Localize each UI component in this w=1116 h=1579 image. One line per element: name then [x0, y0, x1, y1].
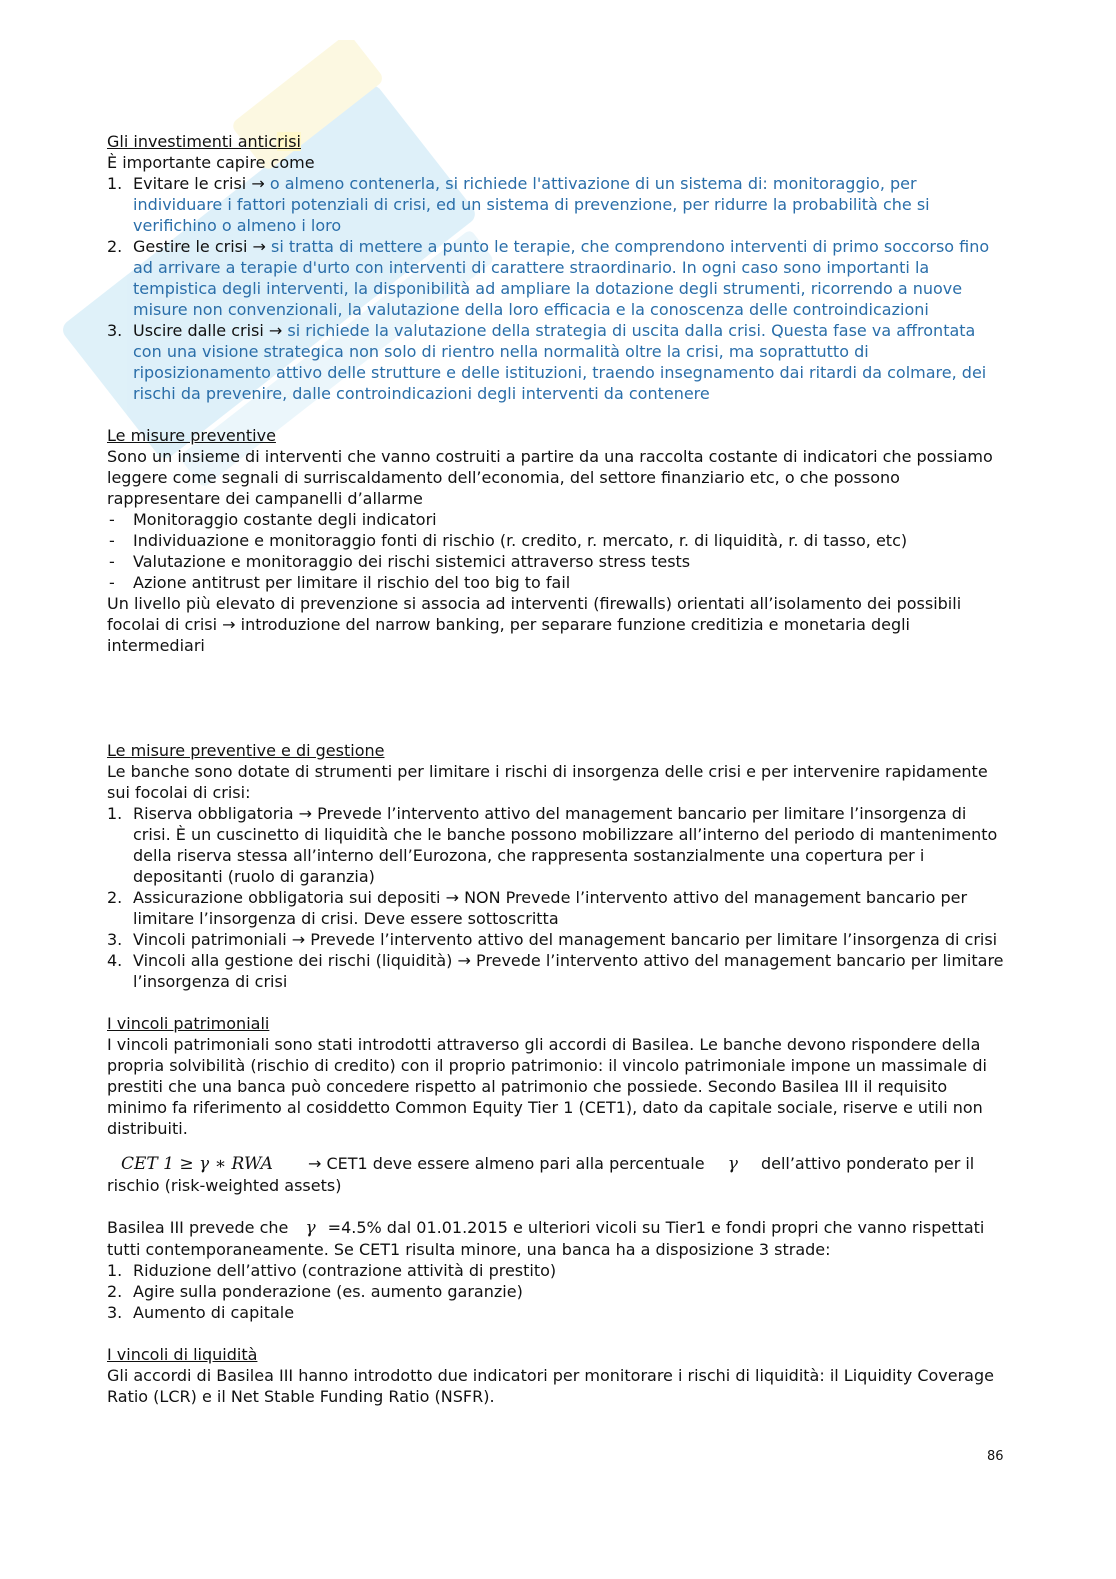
section1-list — [107, 173, 1007, 404]
list-item: 2. Assicurazione obbligatoria sui depositi → NON Prevede l’intervento attivo del management bancario per limitare l’insorgenza di crisi. Deve essere sottoscritta — [107, 888, 968, 928]
list-item: 3. Aumento di capitale — [107, 1303, 295, 1322]
arrow-icon: → — [291, 930, 306, 949]
basel-text: Basilea III prevede che γ =4.5% dal 01.01.2015 e ulteriori vicoli su Tier1 e fondi propri che vanno rispettati tutti contemporaneamente. Se CET1 risulta minore, una banca ha a disposizione 3 strade: — [107, 1218, 985, 1259]
formula-line: CET 1 ≥ γ ∗ RWA → CET1 deve essere almeno pari alla percentuale γ dell’attivo ponderato per il rischio (risk-weighted assets) — [107, 1154, 975, 1195]
section2-intro: Sono un insieme di interventi che vanno costruiti a partire da una raccolta costante di indicatori che possiamo leggere come segnali di surriscaldamento dell’economia, del settore finanziario etc, o che possono rappresentare dei campanelli d’allarme — [107, 447, 993, 508]
section4-list — [107, 1260, 1007, 1323]
arrow-icon: → — [222, 615, 236, 634]
list-item: - Valutazione e monitoraggio dei rischi sistemici attraverso stress tests — [109, 552, 691, 571]
arrow-icon: → — [307, 1154, 322, 1173]
section1-intro: È importante capire come — [107, 153, 315, 172]
arrow-icon: → — [298, 804, 313, 823]
arrow-icon: → — [252, 237, 266, 256]
section4-intro: I vincoli patrimoniali sono stati introdotti attraverso gli accordi di Basilea. Le banche devono rispondere della propria solvibilità (rischio di credito) con il proprio patrimonio: il vincolo patrimoniale impone un massimale di prestiti che una banca può concedere rispetto al patrimonio che possiede. Secondo Basilea III il requisito minimo fa riferimento al cosiddetto Common Equity Tier 1 (CET1), dato da capitale sociale, riserve e utili non distribuiti. — [107, 1035, 987, 1138]
heading-investimenti-anticrisi: Gli investimenti anticrisi — [107, 132, 301, 151]
list-item: 1. Evitare le crisi → o almeno contenerla, si richiede l'attivazione di un sistema di: monitoraggio, per individuare i fattori potenziali di crisi, ed un sistema di prevenzione, per ridurre la probabilità che si verifichino o almeno i loro — [107, 174, 930, 235]
section2-bullets — [107, 509, 1007, 593]
list-item: - Individuazione e monitoraggio fonti di rischio (r. credito, r. mercato, r. di liquidità, r. di tasso, etc) — [109, 531, 908, 550]
section3-list — [107, 803, 1007, 992]
heading-misure-preventive: Le misure preventive — [107, 426, 276, 445]
list-item: 1. Riserva obbligatoria → Prevede l’intervento attivo del management bancario per limitare l’insorgenza di crisi. È un cuscinetto di liquidità che le banche possono mobilizzare all’interno del periodo di mantenimento della riserva stessa all’interno dell’Eurozona, che rappresenta sostanzialmente una copertura per i depositanti (ruolo di garanzia) — [107, 804, 998, 886]
arrow-icon: → — [251, 174, 265, 193]
list-item: 3. Vincoli patrimoniali → Prevede l’intervento attivo del management bancario per limitare l’insorgenza di crisi — [107, 930, 998, 949]
document-body — [107, 131, 1007, 1407]
gamma-symbol: γ — [305, 1218, 316, 1238]
cet1-formula: CET 1 ≥ γ ∗ RWA — [121, 1154, 273, 1174]
list-item: 2. Agire sulla ponderazione (es. aumento garanzie) — [107, 1282, 523, 1301]
heading-misure-preventive-gestione: Le misure preventive e di gestione — [107, 741, 385, 760]
heading-vincoli-liquidita: I vincoli di liquidità — [107, 1345, 258, 1364]
section5-text: Gli accordi di Basilea III hanno introdotto due indicatori per monitorare i rischi di liquidità: il Liquidity Coverage Ratio (LCR) e il Net Stable Funding Ratio (NSFR). — [107, 1366, 994, 1406]
list-item: 4. Vincoli alla gestione dei rischi (liquidità) → Prevede l’intervento attivo del management bancario per limitare l’insorgenza di crisi — [107, 951, 1004, 991]
arrow-icon: → — [445, 888, 459, 907]
page-number: 86 — [987, 1449, 1004, 1464]
list-item: - Monitoraggio costante degli indicatori — [109, 510, 437, 529]
list-item: 2. Gestire le crisi → si tratta di mettere a punto le terapie, che comprendono interventi di primo soccorso fino ad arrivare a terapie d'urto con interventi di carattere straordinario. In ogni caso sono importanti la tempistica degli interventi, la disponibilità ad ampliare la dotazione degli strumenti, ricorrendo a nuove misure non convenzionali, la valutazione della loro efficacia e la conoscenza delle controindicazioni — [107, 237, 990, 319]
list-item: 3. Uscire dalle crisi → si richiede la valutazione della strategia di uscita dalla crisi. Questa fase va affrontata con una visione strategica non solo di rientro nella normalità oltre la crisi, ma soprattutto di riposizionamento attivo delle strutture e delle istituzioni, traendo insegnamento dai ritardi da colmare, dei rischi da prevenire, dalle controindicazioni degli interventi da contenere — [107, 321, 987, 403]
arrow-icon: → — [457, 951, 471, 970]
section3-intro: Le banche sono dotate di strumenti per limitare i rischi di insorgenza delle crisi e per intervenire rapidamente sui focolai di crisi: — [107, 762, 988, 802]
list-item: 1. Riduzione dell’attivo (contrazione attività di prestito) — [107, 1261, 557, 1280]
section2-outro: Un livello più elevato di prevenzione si associa ad interventi (firewalls) orientati all’isolamento dei possibili focolai di crisi → introduzione del narrow banking, per separare funzione creditizia e monetaria degli intermediari — [107, 594, 962, 655]
heading-vincoli-patrimoniali: I vincoli patrimoniali — [107, 1014, 270, 1033]
list-item: - Azione antitrust per limitare il rischio del too big to fail — [109, 573, 571, 592]
arrow-icon: → — [268, 321, 283, 340]
gamma-symbol: γ — [727, 1154, 738, 1174]
